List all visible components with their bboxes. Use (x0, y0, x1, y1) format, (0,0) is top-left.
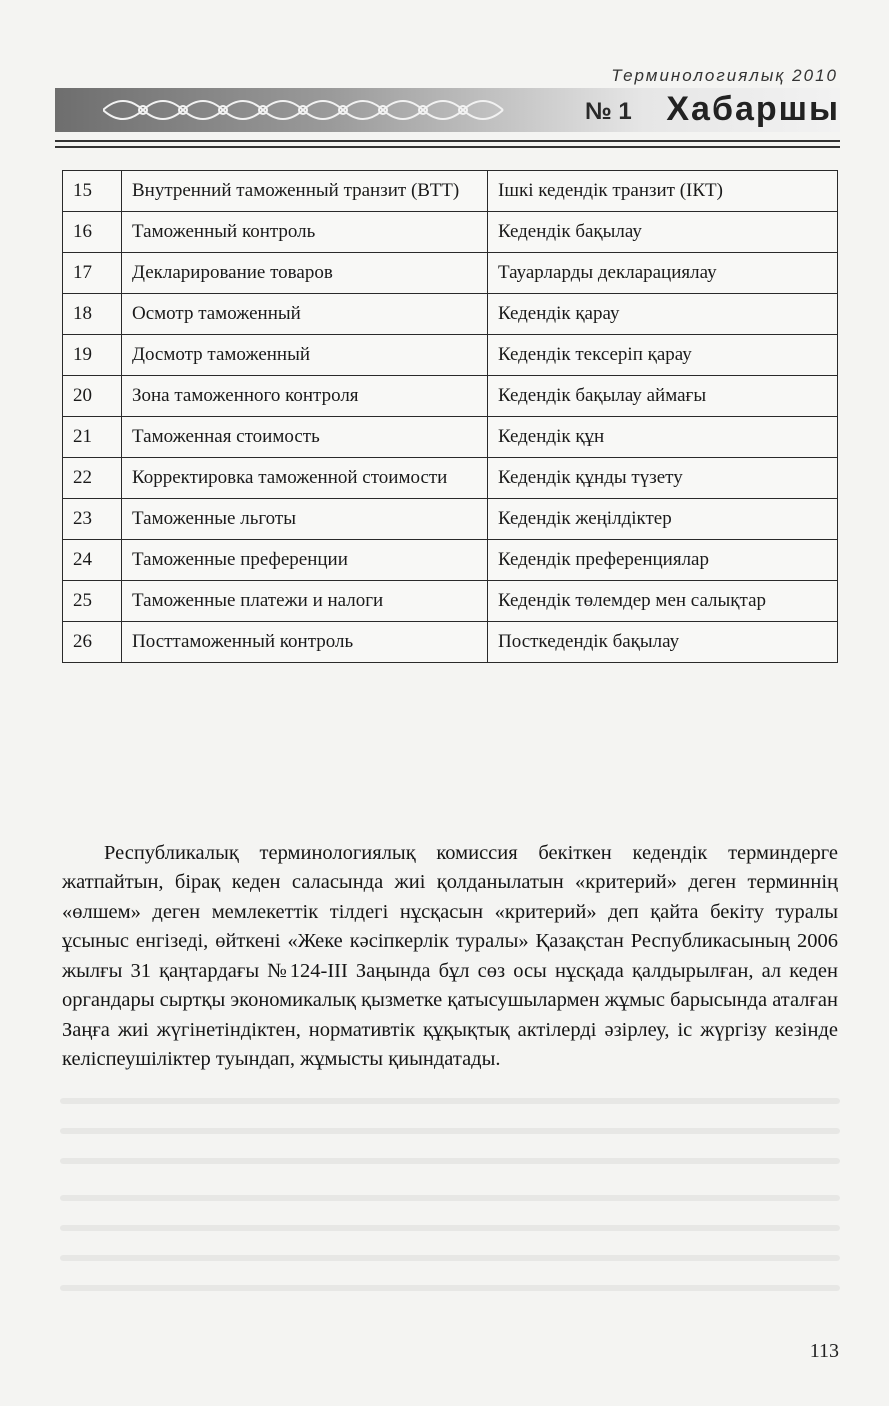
table-row (63, 581, 838, 622)
journal-name: Терминологиялық 2010 (611, 66, 838, 85)
terms-table (62, 170, 838, 663)
issue-number: № 1 (585, 98, 632, 125)
table-row (63, 622, 838, 663)
term-kazakh: Кедендік құнды түзету (488, 458, 838, 499)
table-row (63, 253, 838, 294)
term-number: 26 (63, 622, 122, 663)
body-paragraph: Республикалық терминологиялық комиссия бекіткен кедендік терминдерге жатпайтын, бірақ кеден саласында жиі қолданылатын «критерий» деген терминнің «өлшем» деген мемлекеттік тілдегі нұсқасын «критерий» деп қайта бекіту туралы ұсыныс енгізеді, өйткені «Жеке кәсіпкерлік туралы» Қазақстан Республикасының 2006 жылғы 31 қаңтардағы №124-ІІІ Заңында бұл сөз осы нұсқада қалдырылған, ал кеден органдары сыртқы экономикалық қызметке қатысушылармен жұмыс барысында аталған Заңға жиі жүгінетіндіктен, нормативтік құқықтық актілерді әзірлеу, іс жүргізу кезінде келіспеушіліктер туындап, жұмысты қиындатады. (62, 841, 838, 1070)
table-row (63, 294, 838, 335)
term-russian: Посттаможенный контроль (122, 622, 488, 663)
term-kazakh: Кедендік қарау (488, 294, 838, 335)
term-russian: Таможенная стоимость (122, 417, 488, 458)
term-number: 19 (63, 335, 122, 376)
term-number: 22 (63, 458, 122, 499)
term-kazakh: Кедендік төлемдер мен салықтар (488, 581, 838, 622)
term-number: 16 (63, 212, 122, 253)
term-russian: Таможенный контроль (122, 212, 488, 253)
journal-title: Хабаршы (666, 90, 840, 128)
term-kazakh: Посткедендік бақылау (488, 622, 838, 663)
page-number: 113 (809, 1340, 839, 1362)
term-number: 15 (63, 171, 122, 212)
term-number: 20 (63, 376, 122, 417)
header-rule (55, 140, 840, 142)
term-number: 21 (63, 417, 122, 458)
term-russian: Осмотр таможенный (122, 294, 488, 335)
term-russian: Таможенные льготы (122, 499, 488, 540)
table-row (63, 171, 838, 212)
table-row (63, 458, 838, 499)
term-kazakh: Кедендік бақылау аймағы (488, 376, 838, 417)
term-russian: Таможенные платежи и налоги (122, 581, 488, 622)
term-number: 25 (63, 581, 122, 622)
table-row (63, 212, 838, 253)
term-number: 18 (63, 294, 122, 335)
table-row (63, 417, 838, 458)
term-number: 17 (63, 253, 122, 294)
page-header (55, 60, 840, 150)
table-row (63, 376, 838, 417)
term-russian: Корректировка таможенной стоимости (122, 458, 488, 499)
term-kazakh: Кедендік құн (488, 417, 838, 458)
table-row (63, 499, 838, 540)
term-number: 24 (63, 540, 122, 581)
table-row (63, 335, 838, 376)
term-kazakh: Кедендік тексеріп қарау (488, 335, 838, 376)
term-kazakh: Ішкі кедендік транзит (ІКТ) (488, 171, 838, 212)
terms-table-body (63, 171, 838, 663)
term-russian: Декларирование товаров (122, 253, 488, 294)
term-number: 23 (63, 499, 122, 540)
term-russian: Внутренний таможенный транзит (ВТТ) (122, 171, 488, 212)
term-kazakh: Кедендік преференциялар (488, 540, 838, 581)
term-russian: Таможенные преференции (122, 540, 488, 581)
header-rule (55, 146, 840, 148)
term-kazakh: Тауарларды декларациялау (488, 253, 838, 294)
term-kazakh: Кедендік бақылау (488, 212, 838, 253)
term-kazakh: Кедендік жеңілдіктер (488, 499, 838, 540)
term-russian: Досмотр таможенный (122, 335, 488, 376)
ornament-icon (103, 90, 513, 130)
table-row (63, 540, 838, 581)
term-russian: Зона таможенного контроля (122, 376, 488, 417)
